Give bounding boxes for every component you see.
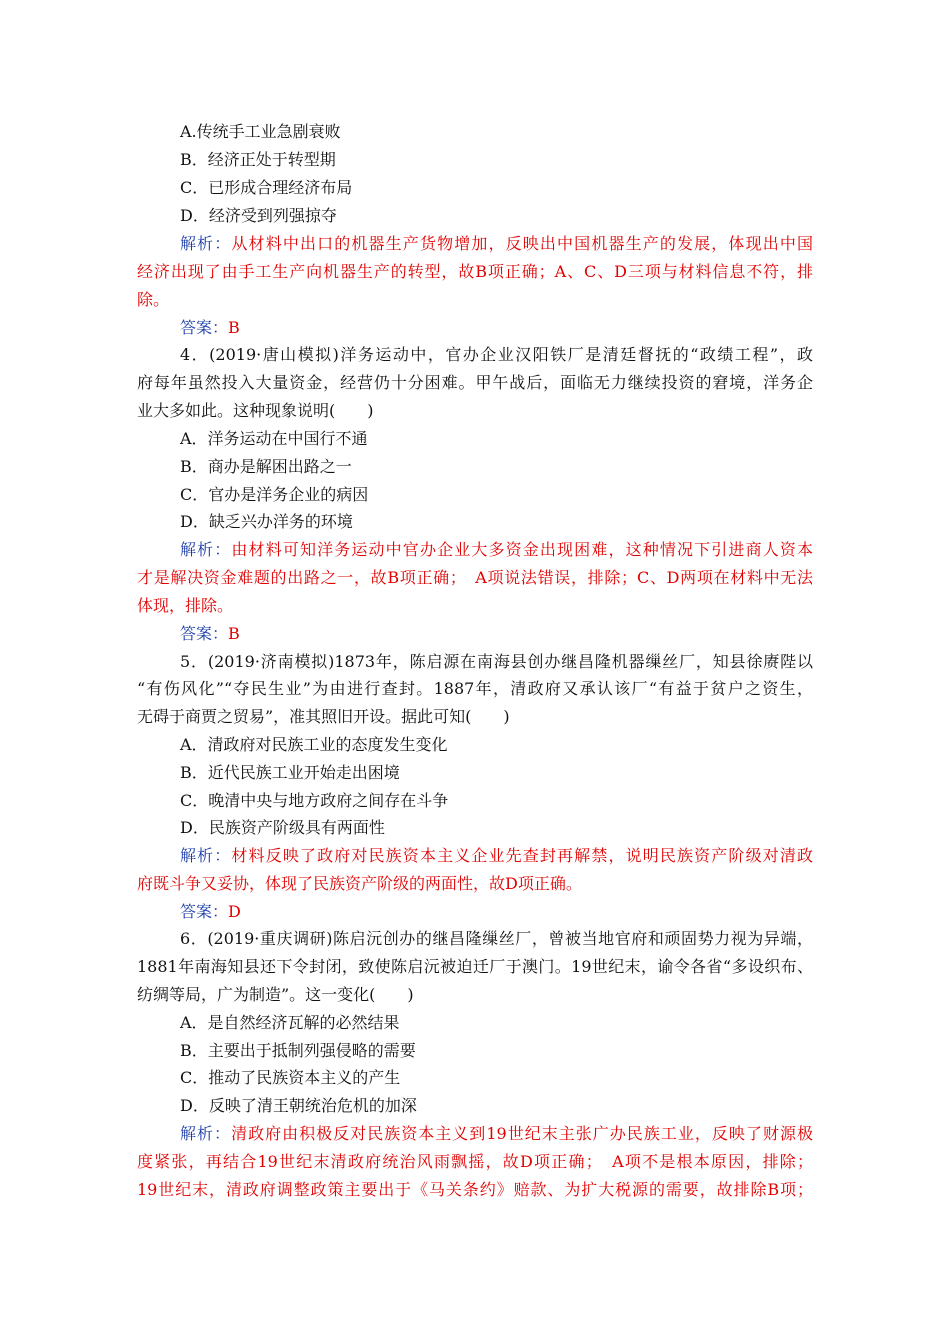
analysis-text: 从材料中出口的机器生产货物增加，反映出中国机器生产的发展，体现出中国 (231, 234, 813, 253)
q6-option-c: C．推动了民族资本主义的产生 (180, 1068, 401, 1087)
q4-analysis-line-1 (180, 540, 813, 560)
answer-label: 答案： (180, 318, 229, 337)
q6-stem-line-2: 1881年南海知县还下令封闭，致使陈启沅被迫迁厂于澳门。19世纪末，谕令各省“多设织布、 (137, 957, 813, 976)
q6-option-d: D．反映了清王朝统治危机的加深 (180, 1096, 417, 1115)
q6-option-a: A．是自然经济瓦解的必然结果 (180, 1013, 400, 1032)
q5-option-b: B．近代民族工业开始走出困境 (180, 763, 400, 782)
analysis-text: 清政府由积极反对民族资本主义到19世纪末主张广办民族工业，反映了财源极 (231, 1124, 813, 1143)
q5-answer (180, 902, 241, 922)
q5-stem-line-1: 5．(2019·济南模拟)1873年，陈启源在南海县创办继昌隆机器缫丝厂，知县徐赓陛以 (180, 652, 813, 671)
analysis-label: 解析： (180, 1124, 232, 1143)
answer-value: D (228, 902, 241, 921)
q3-option-d: D．经济受到列强掠夺 (180, 206, 337, 225)
q4-analysis-line-2: 才是解决资金难题的出路之一，故B项正确； A项说法错误，排除；C、D两项在材料中无法 (137, 568, 813, 587)
q6-stem-line-3: 纺绸等局，广为制造”。这一变化( ) (137, 985, 414, 1004)
q4-stem-line-2: 府每年虽然投入大量资金，经营仍十分困难。甲午战后，面临无力继续投资的窘境，洋务企 (137, 373, 813, 392)
q3-option-c: C．已形成合理经济布局 (180, 178, 353, 197)
q6-option-b: B．主要出于抵制列强侵略的需要 (180, 1041, 416, 1060)
analysis-text: 材料反映了政府对民族资本主义企业先查封再解禁，说明民族资产阶级对清政 (231, 846, 813, 865)
q3-answer (180, 318, 240, 338)
analysis-label: 解析： (180, 846, 232, 865)
answer-value: B (228, 624, 240, 643)
answer-label: 答案： (180, 902, 229, 921)
q5-analysis-line-1 (180, 846, 813, 866)
q3-analysis-line-3: 除。 (137, 290, 170, 309)
q5-stem-line-2: “有伤风化”“夺民生业”为由进行查封。1887年，清政府又承认该厂“有益于贫户之资生， (137, 679, 813, 698)
q4-stem-line-1: 4．(2019·唐山模拟)洋务运动中，官办企业汉阳铁厂是清廷督抚的“政绩工程”，政 (180, 345, 813, 364)
q6-stem-line-1: 6．(2019·重庆调研)陈启沅创办的继昌隆缫丝厂，曾被当地官府和顽固势力视为异端， (180, 929, 813, 948)
q5-option-d: D．民族资产阶级具有两面性 (180, 818, 385, 837)
q4-option-b: B．商办是解困出路之一 (180, 457, 352, 476)
answer-label: 答案： (180, 624, 229, 643)
q4-answer (180, 624, 240, 644)
answer-value: B (228, 318, 240, 337)
q5-option-a: A．清政府对民族工业的态度发生变化 (180, 735, 448, 754)
q5-analysis-line-2: 府既斗争又妥协，体现了民族资产阶级的两面性，故D项正确。 (137, 874, 582, 893)
q4-option-d: D．缺乏兴办洋务的环境 (180, 512, 353, 531)
q4-option-c: C．官办是洋务企业的病因 (180, 485, 369, 504)
q3-analysis-line-2: 经济出现了由手工生产向机器生产的转型，故B项正确；A、C、D三项与材料信息不符，排 (137, 262, 813, 281)
q4-analysis-line-3: 体现，排除。 (137, 596, 234, 615)
q6-analysis-line-1 (180, 1124, 813, 1144)
analysis-label: 解析： (180, 234, 232, 253)
analysis-text: 由材料可知洋务运动中官办企业大多资金出现困难，这种情况下引进商人资本 (231, 540, 813, 559)
q5-stem-line-3: 无碍于商贾之贸易”，准其照旧开设。据此可知( ) (137, 707, 510, 726)
q6-analysis-line-2: 度紧张，再结合19世纪末清政府统治风雨飘摇，故D项正确； A项不是根本原因，排除； (137, 1152, 813, 1171)
q4-stem-line-3: 业大多如此。这种现象说明( ) (137, 401, 374, 420)
analysis-label: 解析： (180, 540, 232, 559)
q3-option-b: B．经济正处于转型期 (180, 150, 336, 169)
q3-option-a: A.传统手工业急剧衰败 (180, 122, 341, 141)
q6-analysis-line-3: 19世纪末，清政府调整政策主要出于《马关条约》赔款、为扩大税源的需要，故排除B项； (137, 1180, 813, 1199)
q5-option-c: C．晚清中央与地方政府之间存在斗争 (180, 791, 449, 810)
q4-option-a: A．洋务运动在中国行不通 (180, 429, 368, 448)
q3-analysis-line-1 (180, 234, 813, 254)
